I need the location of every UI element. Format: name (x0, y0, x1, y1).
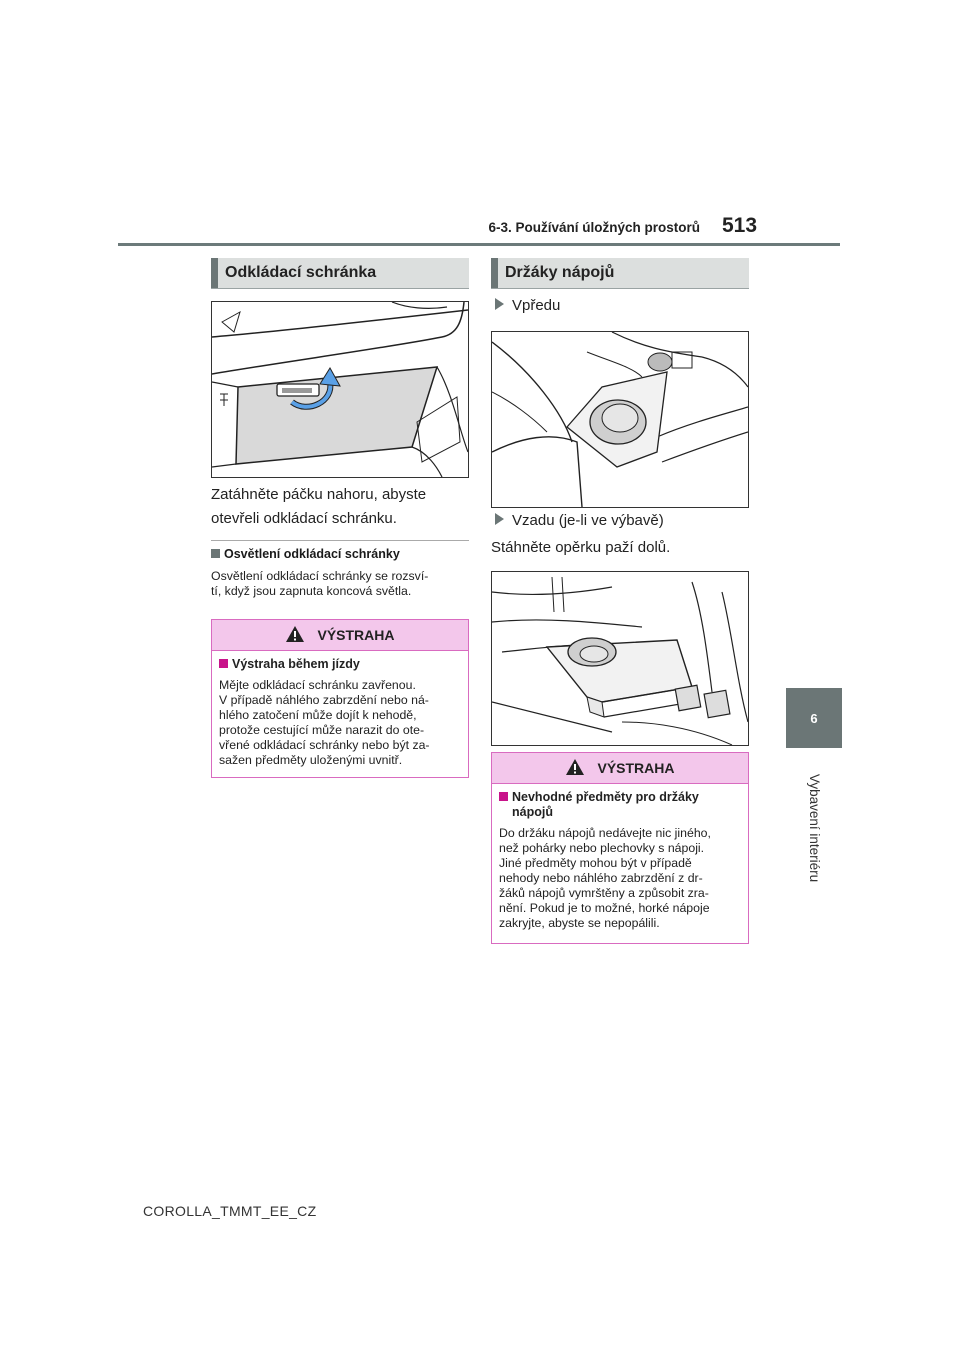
heading-accent-bar (211, 258, 218, 288)
text-line: protože cestující může narazit do ote- (219, 723, 425, 737)
warning-text (219, 678, 462, 768)
text-line: tí, když jsou zapnuta koncová světla. (211, 584, 412, 598)
triangle-bullet-icon (495, 513, 504, 525)
text-line: Mějte odkládací schránku zavřenou. (219, 678, 416, 692)
front-cupholder-illustration (491, 331, 749, 508)
page-number: 513 (722, 214, 758, 237)
square-bullet-icon (211, 549, 220, 558)
square-bullet-icon (499, 792, 508, 801)
square-bullet-icon (219, 659, 228, 668)
warning-subtitle-line: Nevhodné předměty pro držáky (512, 790, 699, 804)
light-subsection-title (211, 547, 481, 562)
warning-subtitle-line: nápojů (512, 805, 553, 819)
text-line: sažen předměty uloženými uvnitř. (219, 753, 403, 767)
front-label-text: Vpředu (512, 297, 561, 314)
text-line: nění. Pokud je to možné, horké nápoje (499, 901, 710, 915)
section-title: 6-3. Používání úložných prostorů (488, 220, 700, 235)
triangle-bullet-icon (495, 298, 504, 310)
glovebox-heading-text: Odkládací schránka (225, 264, 377, 281)
light-subsection-title-text: Osvětlení odkládací schránky (224, 547, 400, 561)
text-line: Osvětlení odkládací schránky se rozsví- (211, 569, 429, 583)
text-line: hlého zatočení může dojít k nehodě, (219, 708, 417, 722)
warning-subtitle-text: Výstraha během jízdy (232, 657, 360, 671)
instruction-line: Zatáhněte páčku nahoru, abyste (211, 486, 427, 503)
header-rule (118, 243, 840, 246)
divider (211, 540, 469, 541)
text-line: nehody nebo náhlého zabrzdění z dr- (499, 871, 703, 885)
instruction-line: otevřeli odkládací schránku. (211, 510, 397, 527)
text-line: žáků nápojů vymrštěny a způsobit zra- (499, 886, 709, 900)
text-line: Jiné předměty mohou být v případě (499, 856, 692, 870)
cupholder-heading (491, 258, 749, 289)
warning-subtitle (499, 790, 742, 820)
rear-cupholder-illustration (491, 571, 749, 746)
text-line: než pohárky nebo plechovky s nápoji. (499, 841, 705, 855)
heading-accent-bar (491, 258, 498, 288)
text-line: Do držáku nápojů nedávejte nic jiného, (499, 826, 711, 840)
glovebox-illustration (211, 301, 469, 478)
glovebox-instruction (211, 483, 481, 531)
text-line: V případě náhlého zabrzdění nebo ná- (219, 693, 429, 707)
warning-subtitle (219, 657, 462, 672)
rear-label-text: Vzadu (je-li ve výbavě) (512, 512, 664, 529)
warning-header (492, 753, 748, 784)
warning-triangle-icon (285, 625, 305, 646)
document-code: COROLLA_TMMT_EE_CZ (143, 1203, 317, 1219)
rear-instruction: Stáhněte opěrku paží dolů. (491, 539, 671, 556)
chapter-tab: 6 (786, 688, 842, 748)
text-line: zakryjte, abyste se nepopálili. (499, 916, 660, 930)
warning-box-cupholder (491, 752, 749, 944)
warning-title: VÝSTRAHA (597, 760, 675, 776)
warning-triangle-icon (565, 758, 585, 779)
warning-title: VÝSTRAHA (317, 627, 395, 643)
rear-label (495, 509, 755, 533)
warning-text (499, 826, 742, 931)
front-label (495, 294, 755, 318)
glovebox-heading (211, 258, 469, 289)
warning-box-driving (211, 619, 469, 778)
chapter-label: Vybavení interiéru (807, 773, 822, 883)
light-subsection-text (211, 569, 481, 599)
text-line: vřené odkládací schránky nebo být za- (219, 738, 430, 752)
cupholder-heading-text: Držáky nápojů (505, 264, 615, 281)
warning-header (212, 620, 468, 651)
